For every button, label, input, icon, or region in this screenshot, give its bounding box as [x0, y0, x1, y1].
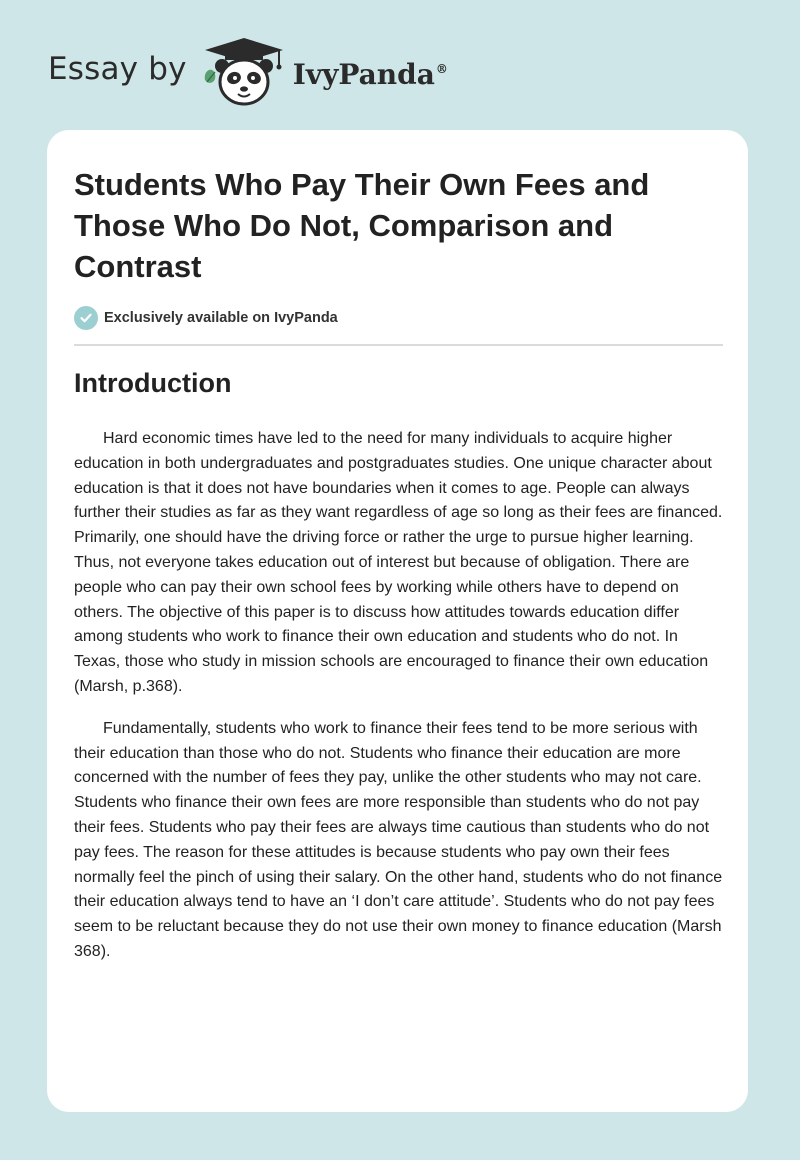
- registered-mark: ®: [435, 62, 448, 77]
- paragraph: Fundamentally, students who work to finance their fees tend to be more serious with their education than those who do not. Students who finance their education are more concerned with the number of fees they pay, unlike the other students who may not care. Students who finance their own fees are more responsible than students who do not pay their fees. Students who pay their fees are always time cautious than students who do not pay fees. The reason for these attitudes is because students who pay own their fees normally feel the pinch of using their salary. On the other hand, students who do not finance their education always tend to have an ‘I don’t care attitude’. Students who do not pay fees seem to be reluctant because they do not use their own money to finance education (Marsh 368).: [74, 719, 723, 960]
- brand-prefix: Essay by: [48, 51, 187, 87]
- article-title: Students Who Pay Their Own Fees and Those Who Do Not, Comparison and Contrast: [74, 167, 650, 284]
- brand-header[interactable]: [48, 36, 448, 108]
- panda-graduation-cap-logo-icon: [201, 36, 287, 108]
- divider: [74, 344, 723, 346]
- article-card: [47, 130, 748, 1112]
- exclusive-badge: [74, 306, 338, 330]
- check-circle-icon: [74, 306, 98, 330]
- brand-name: IvyPanda®: [292, 57, 448, 91]
- paragraph: Hard economic times have led to the need for many individuals to acquire higher education in both undergraduates and postgraduates studies. One unique character about education is that it does not have boundaries when it comes to age. People can always further their studies as far as they want regardless of age so long as their fees are financed. Primarily, one should have the driving force or rather the urge to pursue higher learning. Thus, not everyone takes education out of interest but because of obligation. There are people who can pay their own school fees by working while others have to depend on others. The objective of this paper is to discuss how attitudes towards education differ among students who work to finance their own education and students who do not. In Texas, those who study in mission schools are encouraged to finance their own education (Marsh, p.368).: [74, 430, 723, 695]
- badge-text: Exclusively available on IvyPanda: [104, 310, 338, 326]
- section-heading: Introduction: [74, 368, 232, 398]
- article-body: [74, 427, 724, 982]
